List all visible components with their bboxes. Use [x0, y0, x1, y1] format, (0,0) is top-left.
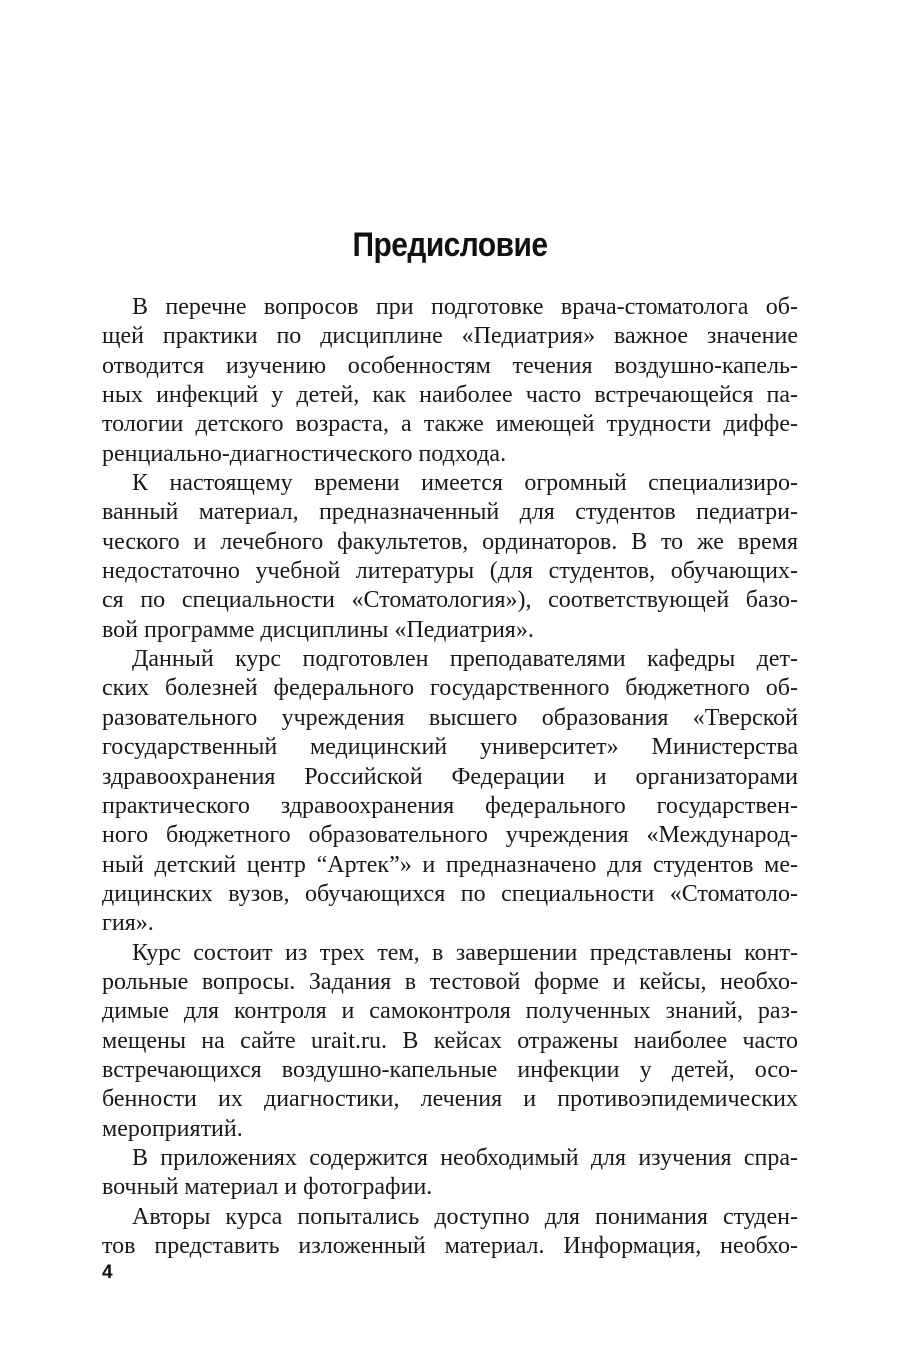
text-line: димые для контроля и самоконтроля полученных знаний, раз- [102, 998, 798, 1025]
text-line: практического здравоохранения федерального государствен- [102, 792, 798, 819]
text-line: ного бюджетного образовательного учреждения «Международ- [102, 822, 798, 849]
text-line: здравоохранения Российской Федерации и организаторами [102, 763, 798, 790]
text-line: Данный курс подготовлен преподавателями кафедры дет- [132, 646, 798, 673]
text-line: тов представить изложенный материал. Информация, необхо- [102, 1233, 798, 1259]
text-line: дицинских вузов, обучающихся по специальности «Стоматоло- [102, 880, 798, 907]
text-line: недостаточно учебной литературы (для студентов, обучающих- [102, 558, 798, 585]
text-line: гия». [102, 910, 154, 937]
text-line: Курс состоит из трех тем, в завершении представлены конт- [132, 939, 798, 966]
text-line: государственный медицинский университет» Министерства [102, 734, 798, 761]
text-line: вочный материал и фотографии. [102, 1174, 433, 1201]
text-line: ванный материал, предназначенный для студентов педиатри- [102, 499, 798, 526]
text-line: разовательного учреждения высшего образования «Тверской [102, 704, 798, 731]
text-line: отводится изучению особенностям течения воздушно-капель- [102, 352, 798, 379]
text-line: бенности их диагностики, лечения и противоэпидемических [102, 1086, 798, 1113]
text-line: щей практики по дисциплине «Педиатрия» важное значение [102, 323, 798, 350]
page-title: Предисловие [352, 226, 548, 264]
text-line: ских болезней федерального государственного бюджетного об- [102, 675, 798, 702]
text-line: В приложениях содержится необходимый для изучения спра- [132, 1144, 798, 1171]
text-line: К настоящему времени имеется огромный специализиро- [132, 470, 798, 497]
text-line: В перечне вопросов при подготовке врача-стоматолога об- [132, 294, 798, 320]
text-line: Авторы курса попытались доступно для понимания студен- [132, 1203, 798, 1230]
text-line: встречающихся воздушно-капельные инфекции у детей, осо- [102, 1056, 798, 1083]
preface-body [102, 293, 798, 1261]
text-line: ренциально-диагностического подхода. [102, 440, 507, 467]
text-line: вой программе дисциплины «Педиатрия». [102, 616, 534, 643]
text-line: ся по специальности «Стоматология»), соответствующей базо- [102, 587, 798, 614]
text-line: мероприятий. [102, 1115, 243, 1142]
page-number: 4 [102, 1262, 113, 1283]
text-line: ных инфекций у детей, как наиболее часто встречающейся па- [102, 382, 798, 409]
text-line: тологии детского возраста, а также имеющей трудности диффе- [102, 411, 798, 438]
text-line: рольные вопросы. Задания в тестовой форме и кейсы, необхо- [102, 968, 798, 995]
text-line: мещены на сайте urait.ru. В кейсах отражены наиболее часто [102, 1027, 798, 1054]
text-line: ческого и лечебного факультетов, ординаторов. В то же время [102, 528, 798, 555]
text-line: ный детский центр “Артек”» и предназначено для студентов ме- [102, 851, 798, 878]
